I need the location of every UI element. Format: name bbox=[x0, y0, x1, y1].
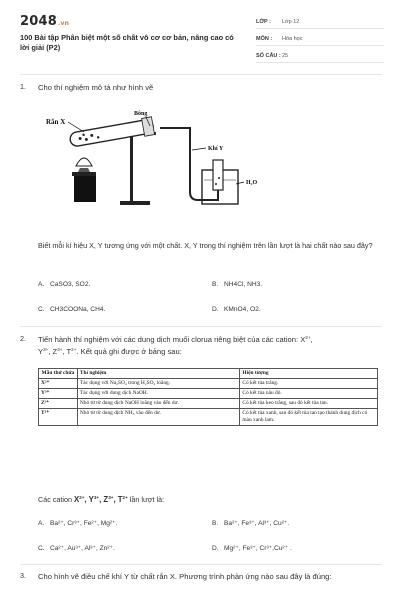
test-tube bbox=[69, 117, 155, 149]
table-header: Mẫu thử chứa bbox=[39, 369, 78, 379]
logo-main: 2048 bbox=[20, 14, 57, 29]
table-row bbox=[39, 399, 378, 409]
meta-value: Lớp 12 bbox=[282, 19, 300, 25]
label-solid: Rắn X bbox=[46, 118, 66, 126]
option-d[interactable]: D. KMnO4, O2. bbox=[212, 306, 261, 313]
question-1 bbox=[20, 82, 382, 96]
table-cell-experiment: Tác dụng với dung dịch NaOH. bbox=[77, 389, 240, 399]
label-gas: Khí Y bbox=[208, 146, 224, 152]
label-water: H₂O bbox=[246, 180, 258, 186]
lab-apparatus-figure bbox=[40, 106, 280, 206]
table-header-row bbox=[39, 369, 378, 379]
table-cell-result: Có kết tủa trắng. bbox=[240, 379, 378, 389]
divider bbox=[20, 564, 382, 565]
results-table bbox=[38, 368, 378, 426]
table-cell-sample: T²⁺ bbox=[39, 409, 78, 426]
meta-value: 25 bbox=[282, 53, 289, 59]
meta-value: Hóa học bbox=[282, 36, 303, 42]
document-title: 100 Bài tập Phân biệt một số chất vô cơ cơ bản, nâng cao có lời giải (P2) bbox=[20, 33, 234, 52]
divider bbox=[20, 74, 382, 75]
table-header: Thí nghiệm bbox=[77, 369, 240, 379]
table-cell-experiment: Tác dụng với Na₂SO₄ trong H₂SO₄ loãng. bbox=[77, 379, 240, 389]
question-number: 3. bbox=[20, 571, 26, 580]
meta-panel bbox=[256, 17, 384, 68]
stand-base bbox=[120, 201, 150, 205]
option-a[interactable]: A. CaSO3, SO2. bbox=[38, 281, 91, 288]
question-3 bbox=[20, 571, 382, 597]
table-cell-experiment: Nhỏ từ từ dung dịch NH₃ vào đến dư. bbox=[77, 409, 240, 426]
label-cotton: Bông bbox=[134, 111, 148, 117]
meta-row-count bbox=[256, 51, 384, 63]
table-row bbox=[39, 409, 378, 426]
option-b[interactable]: B. NH4Cl, NH3. bbox=[212, 281, 263, 288]
stand-rod bbox=[130, 126, 133, 204]
question-text: Cho hình vẽ điều chế khí Y từ chất rắn X. Phương trình phản ứng nào sau đây là đúng: bbox=[38, 572, 332, 581]
meta-key: SỐ CÂU : bbox=[256, 53, 281, 59]
option-a[interactable]: A. Ba²⁺, Cr³⁺, Fe²⁺, Mg²⁺. bbox=[38, 520, 118, 527]
question-2 bbox=[20, 334, 382, 360]
table-cell-sample: X²⁺ bbox=[39, 379, 78, 389]
table-row bbox=[39, 379, 378, 389]
table-cell-result: Có kết tủa xanh, sau đó kết tủa tan tạo thành dung dịch có màu xanh lam. bbox=[240, 409, 378, 426]
meta-key: MÔN : bbox=[256, 36, 273, 42]
question-text: Tiến hành thí nghiệm với các dung dịch muối clorua riêng biệt của các cation: $X^{2+}$, $Y^{3+}$, $Z^{3+}$, $T^{2+}$. Kết quả ghi được ở bảng sau: bbox=[38, 335, 313, 356]
meta-key: LỚP : bbox=[256, 19, 271, 25]
option-d[interactable]: D. Mg²⁺, Fe³⁺, Cr³⁺,Cu²⁺ . bbox=[212, 545, 292, 552]
document-header bbox=[20, 14, 380, 74]
table-cell-sample: Y³⁺ bbox=[39, 389, 78, 399]
question-number: 1. bbox=[20, 82, 26, 91]
burner-body bbox=[74, 176, 96, 202]
table-cell-experiment: Nhỏ từ từ dung dịch NaOH loãng vào đến dư. bbox=[77, 399, 240, 409]
table-cell-sample: Z³⁺ bbox=[39, 399, 78, 409]
divider bbox=[20, 326, 382, 327]
option-b[interactable]: B. Ba²⁺, Fe³⁺, Al³⁺, Cu²⁺. bbox=[212, 520, 290, 527]
flame bbox=[76, 158, 92, 166]
table-row bbox=[39, 389, 378, 399]
meta-row-subject bbox=[256, 34, 384, 46]
option-c[interactable]: C. Ca²⁺, Au³⁺, Al³⁺, Zn²⁺. bbox=[38, 545, 115, 552]
table-cell-result: Có kết tủa nâu đỏ. bbox=[240, 389, 378, 399]
table-cell-result: Có kết tủa keo trắng, sau đó kết tủa tan. bbox=[240, 399, 378, 409]
meta-row-class bbox=[256, 17, 384, 29]
question-1-body: Biết mỗi kí hiệu X, Y tương ứng với một chất. X, Y trong thí nghiệm trên lần lượt là hai chất nào sau đây? bbox=[38, 241, 373, 250]
question-text: Cho thí nghiệm mô tả như hình vẽ bbox=[38, 83, 154, 92]
table-header: Hiện tượng bbox=[240, 369, 378, 379]
site-logo[interactable] bbox=[20, 14, 69, 29]
logo-suffix: .vn bbox=[57, 20, 70, 27]
question-number: 2. bbox=[20, 334, 26, 343]
question-2-ask: Các cation $X^{2+}$, $Y^{3+}$, $Z^{3+}$, $T^{2+}$ lần lượt là: bbox=[38, 495, 165, 504]
option-c[interactable]: C. CH3COONa, CH4. bbox=[38, 306, 106, 313]
